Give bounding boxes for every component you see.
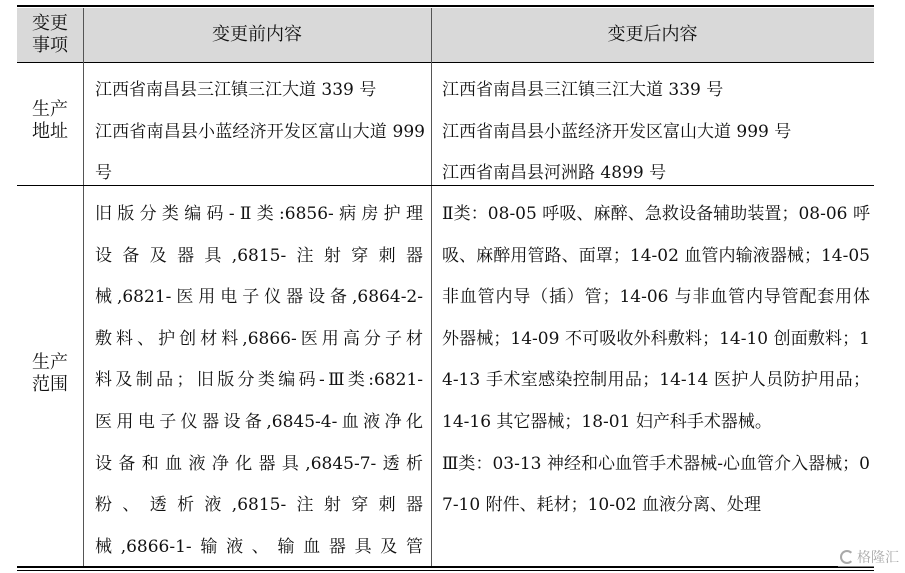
scope-before-line: 械,6821-医用电子仪器设备,6864-2- (95, 287, 423, 308)
scope-before-line: 料及制品；旧版分类编码-Ⅲ类:6821- (95, 370, 423, 391)
scope-before-line: 旧版分类编码-Ⅱ类:6856-病房护理 (95, 204, 423, 224)
header-item (17, 8, 83, 62)
table-bottom-rule (17, 566, 874, 568)
change-table (17, 0, 874, 573)
address-after-line: 江西省南昌县小蓝经济开发区富山大道 999 号 (442, 121, 792, 142)
header-after (431, 8, 874, 62)
address-after-line: 江西省南昌县河洲路 4899 号 (442, 163, 667, 184)
address-before-line: 江西省南昌县小蓝经济开发区富山大道 999 号 (95, 121, 425, 184)
header-after-text: 变更后内容 (607, 24, 698, 45)
address-after-cell (442, 70, 867, 195)
table-row-address (17, 63, 874, 186)
header-before (83, 8, 431, 62)
header-item-text: 变更 事项 (32, 13, 68, 56)
table-header (17, 8, 874, 63)
scope-after-paragraph: Ⅱ类：08-05 呼吸、麻醉、急救设备辅助装置；08-06 呼吸、麻醉用管路、面罩；14-02 血管内输液器械；14-05 非血管内导（插）管；14-06 与非血管内导管配套用体外器械；14-09 不可吸收外科敷料；14-10 创面敷料；14-13 手术室感染控制用品；14-14 医护人员防护用品；14-16 其它器械；18-01 妇产科手术器械。 (442, 204, 870, 432)
watermark-text: 格隆汇 (857, 550, 899, 566)
table-row-scope (17, 186, 874, 566)
scope-before-line: 设备及器具,6815-注射穿刺器 (95, 245, 423, 266)
row-label-scope: 生产 范围 (32, 352, 68, 395)
table-bottom-rule-thin (17, 570, 874, 571)
table-top-rule (17, 5, 874, 7)
watermark (838, 547, 901, 567)
scope-before-line: 设备和血液净化器具,6845-7-透析 (95, 453, 423, 474)
scope-before-line: 械,6866-1-输液、输血器具及管 (95, 536, 423, 557)
header-before-text: 变更前内容 (212, 24, 302, 45)
scope-before-line: 敷料、护创材料,6866-医用高分子材 (95, 328, 423, 349)
scope-before-line: 医用电子仪器设备,6845-4-血液净化 (95, 411, 423, 432)
scope-after-paragraph: Ⅲ类：03-13 神经和心血管手术器械-心血管介入器械；07-10 附件、耗材；10-02 血液分离、处理 (442, 453, 870, 516)
scope-before-line: 粉、透析液,6815-注射穿刺器 (95, 495, 423, 516)
gelonghui-logo-icon (840, 550, 854, 564)
address-after-line: 江西省南昌县三江镇三江大道 339 号 (442, 80, 724, 100)
address-before-cell (95, 70, 425, 195)
scope-after-cell (442, 194, 870, 527)
scope-before-cell (95, 194, 423, 568)
address-before-line: 江西省南昌县三江镇三江大道 339 号 (95, 80, 377, 100)
row-label-address: 生产 地址 (32, 99, 68, 142)
